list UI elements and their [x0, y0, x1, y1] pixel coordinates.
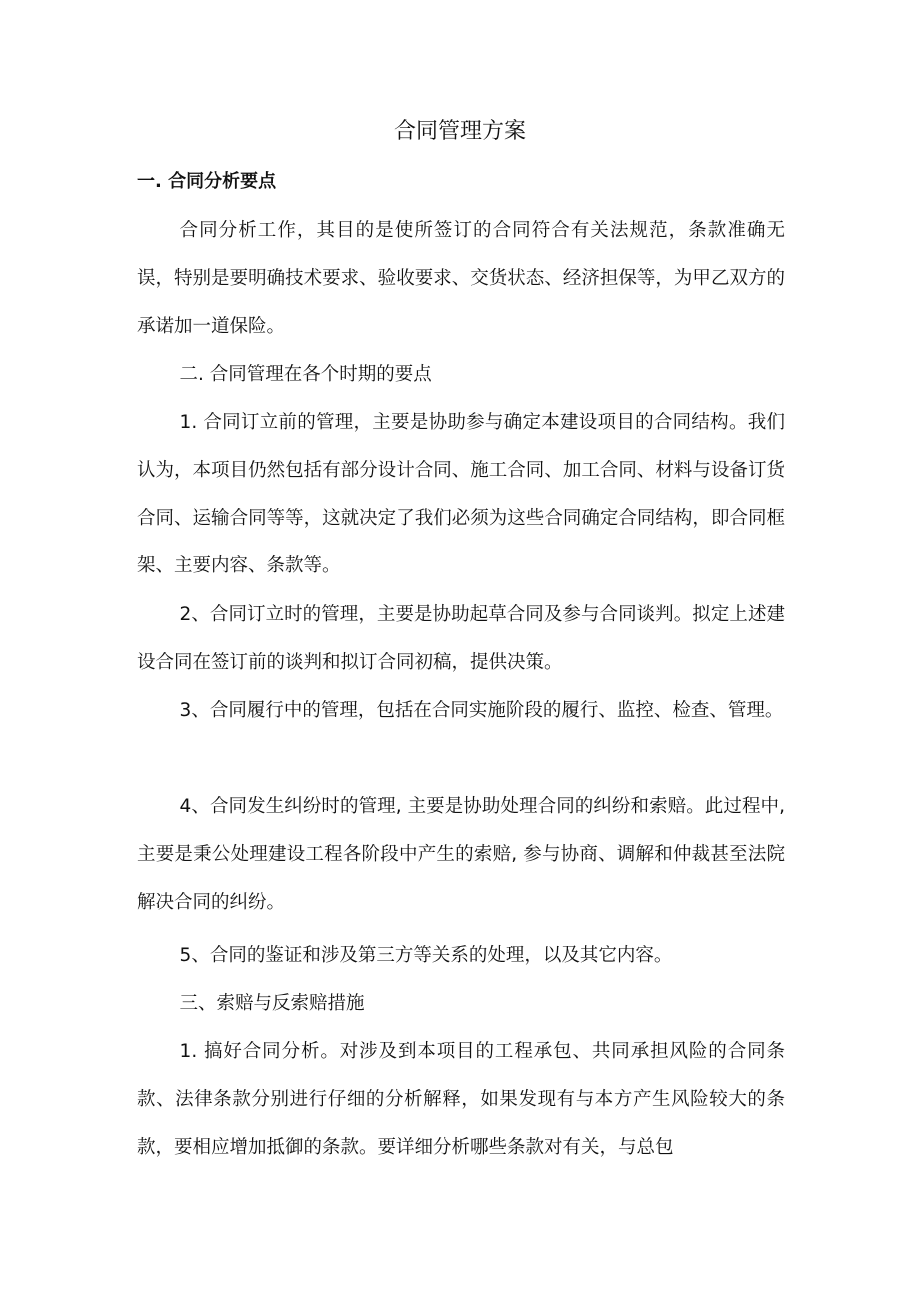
- paragraph-dispute-management: 4、合同发生纠纷时的管理, 主要是协助处理合同的纠纷和索赔。此过程中, 主要是秉公处理建设工程各阶段中产生的索赔, 参与协商、调解和仲裁甚至法院解决合同的纠纷。: [137, 796, 785, 913]
- section-heading-contract-analysis: 一. 合同分析要点: [137, 171, 277, 192]
- subheading-claims-measures: 三、索赔与反索赔措施: [179, 993, 365, 1014]
- paragraph-analysis-purpose: 合同分析工作，其目的是使所签订的合同符合有关法规范，条款准确无误，特别是要明确技术要求、验收要求、交货状态、经济担保等，为甲乙双方的承诺加一道保险。: [137, 220, 785, 337]
- document-title: 合同管理方案: [393, 119, 526, 144]
- paragraph-notarization-third-party: 5、合同的鉴证和涉及第三方等关系的处理，以及其它内容。: [179, 945, 673, 966]
- paragraph-contract-execution-management: 3、合同履行中的管理，包括在合同实施阶段的履行、监控、检查、管理。: [179, 700, 784, 721]
- subheading-management-periods: 二. 合同管理在各个时期的要点: [179, 364, 432, 385]
- paragraph-pre-contract-management: 1. 合同订立前的管理，主要是协助参与确定本建设项目的合同结构。我们认为，本项目仍然包括有部分设计合同、施工合同、加工合同、材料与设备订货合同、运输合同等等，这就决定了我们必须为这些合同确定合同结构，即合同框架、主要内容、条款等。: [137, 412, 785, 577]
- paragraph-contract-analysis-claims: 1. 搞好合同分析。对涉及到本项目的工程承包、共同承担风险的合同条款、法律条款分别进行仔细的分析解释，如果发现有与本方产生风险较大的条款，要相应增加抵御的条款。要详细分析哪些条款对有关，与总包: [137, 1041, 785, 1158]
- paragraph-contract-signing-management: 2、合同订立时的管理，主要是协助起草合同及参与合同谈判。拟定上述建设合同在签订前的谈判和拟订合同初稿，提供决策。: [137, 604, 785, 673]
